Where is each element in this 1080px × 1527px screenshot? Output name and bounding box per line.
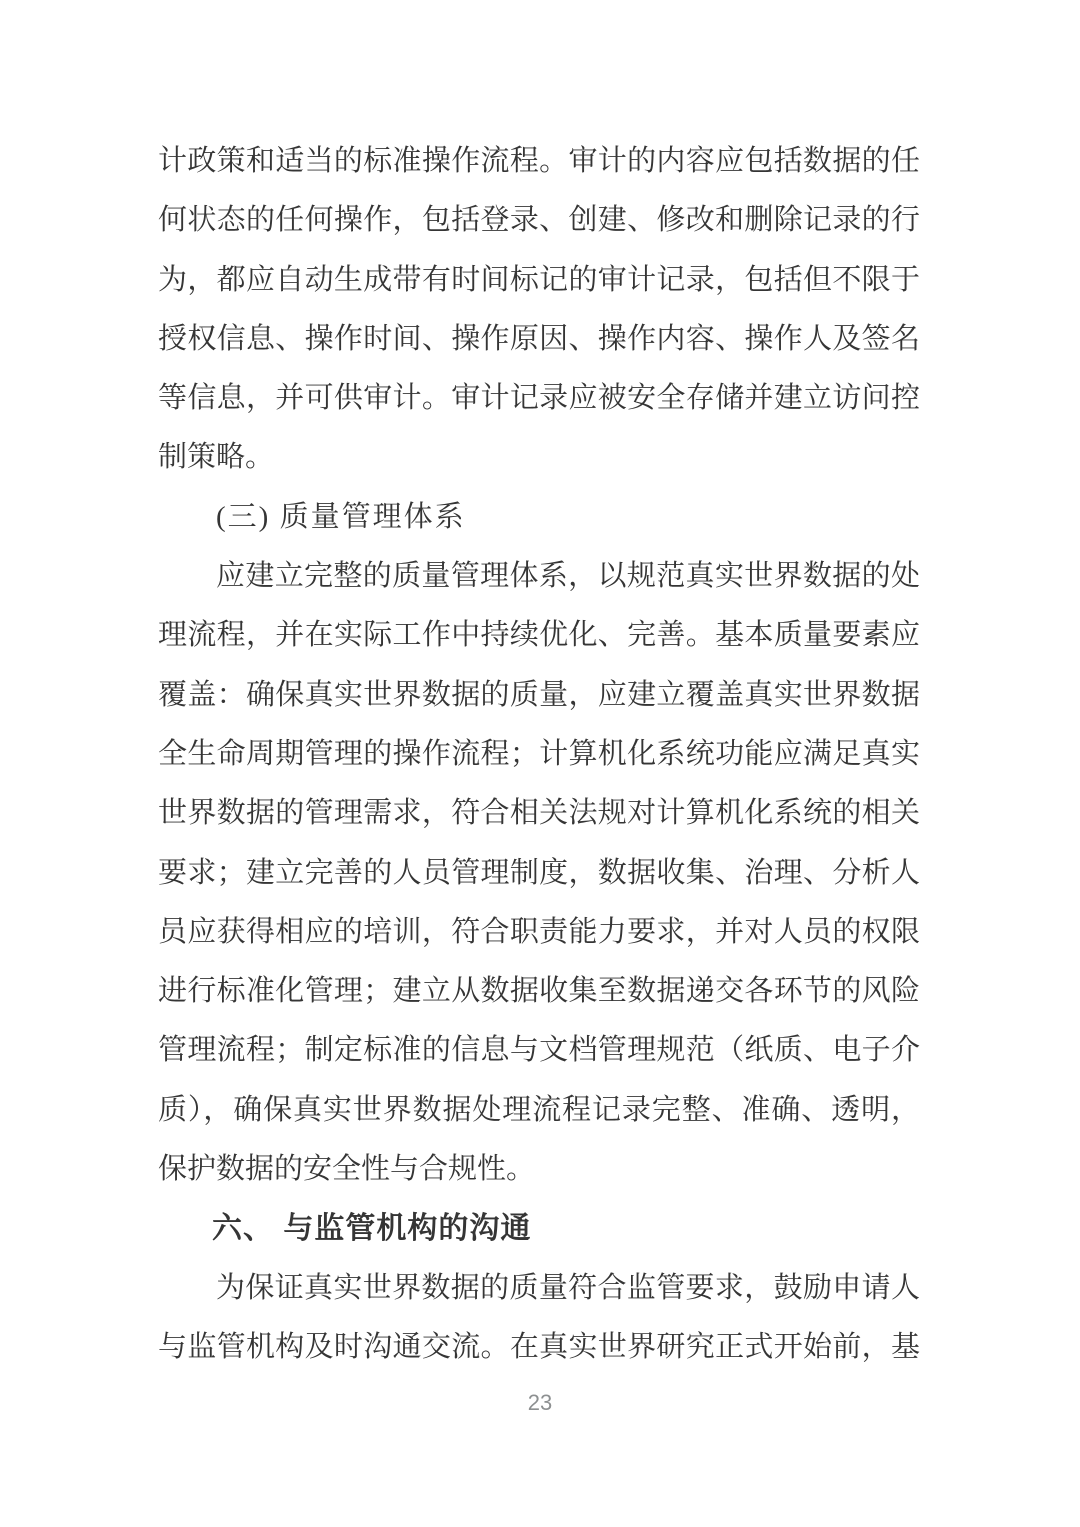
heading-communication-with-regulators: 六、 与监管机构的沟通: [212, 1212, 532, 1246]
body-line: 为，都应自动生成带有时间标记的审计记录，包括但不限于: [158, 263, 920, 296]
body-line: 质），确保真实世界数据处理流程记录完整、准确、透明，: [158, 1093, 920, 1126]
body-line: 何状态的任何操作，包括登录、创建、修改和删除记录的行: [158, 204, 920, 237]
page-number: 23: [527, 1390, 553, 1415]
body-line: 计政策和适当的标准操作流程。审计的内容应包括数据的任: [158, 145, 920, 177]
heading-quality-management-system: (三) 质量管理体系: [216, 500, 466, 533]
body-line: 进行标准化管理；建立从数据收集至数据递交各环节的风险: [158, 975, 920, 1008]
body-line: 员应获得相应的培训，符合职责能力要求，并对人员的权限: [158, 915, 920, 948]
body-line: 管理流程；制定标准的信息与文档管理规范（纸质、电子介: [158, 1034, 920, 1067]
body-line: 与监管机构及时沟通交流。在真实世界研究正式开始前，基: [158, 1330, 920, 1363]
body-line: 全生命周期管理的操作流程；计算机化系统功能应满足真实: [158, 737, 920, 770]
body-line: 授权信息、操作时间、操作原因、操作内容、操作人及签名: [158, 322, 920, 355]
body-line: 制策略。: [158, 441, 275, 474]
body-line: 覆盖：确保真实世界数据的质量，应建立覆盖真实世界数据: [158, 678, 920, 711]
body-line: 应建立完整的质量管理体系，以规范真实世界数据的处: [216, 560, 920, 593]
body-line: 理流程，并在实际工作中持续优化、完善。基本质量要素应: [158, 619, 920, 652]
body-line: 为保证真实世界数据的质量符合监管要求，鼓励申请人: [216, 1271, 920, 1304]
body-line: 保护数据的安全性与合规性。: [158, 1153, 536, 1186]
body-line: 要求；建立完善的人员管理制度，数据收集、治理、分析人: [158, 856, 920, 889]
body-line: 等信息，并可供审计。审计记录应被安全存储并建立访问控: [158, 382, 920, 415]
body-line: 世界数据的管理需求，符合相关法规对计算机化系统的相关: [158, 797, 920, 830]
text-block: [158, 132, 920, 1377]
